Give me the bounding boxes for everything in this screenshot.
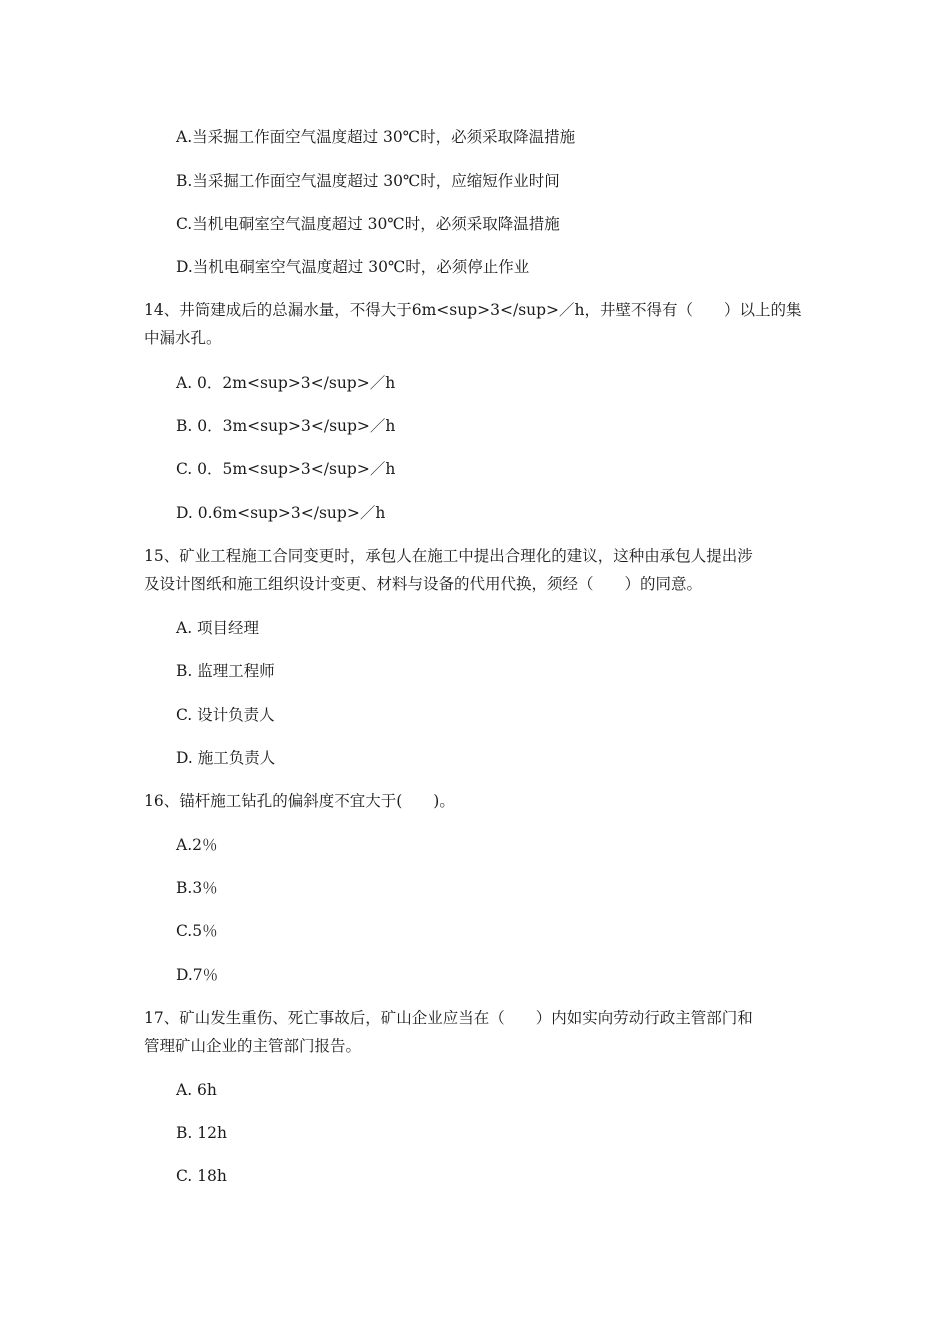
q14-stem-line1: 14、井筒建成后的总漏水量，不得大于6m<sup>3</sup>／h，井壁不得有（ ）以上的集: [144, 301, 802, 319]
q13-option-a: A.当采掘工作面空气温度超过 30℃时，必须采取降温措施: [176, 128, 576, 146]
q17-stem-line2: 管理矿山企业的主管部门报告。: [144, 1037, 362, 1055]
q17-option-b: B. 12h: [176, 1124, 227, 1142]
q13-option-c: C.当机电硐室空气温度超过 30℃时，必须采取降温措施: [176, 215, 560, 233]
q13-option-d: D.当机电硐室空气温度超过 30℃时，必须停止作业: [176, 258, 530, 276]
q16-option-d: D.7％: [176, 966, 219, 984]
q15-option-c: C. 设计负责人: [176, 706, 275, 724]
q14-option-a: A. 0．2m<sup>3</sup>／h: [176, 374, 396, 392]
q17-stem-line1: 17、矿山发生重伤、死亡事故后，矿山企业应当在（ ）内如实向劳动行政主管部门和: [144, 1009, 753, 1027]
q15-option-a: A. 项目经理: [176, 619, 260, 637]
q15-stem-line1: 15、矿业工程施工合同变更时，承包人在施工中提出合理化的建议，这种由承包人提出涉: [144, 547, 753, 565]
q13-option-b: B.当采掘工作面空气温度超过 30℃时，应缩短作业时间: [176, 172, 560, 190]
q14-option-c: C. 0．5m<sup>3</sup>／h: [176, 460, 396, 478]
q16-stem-line1: 16、锚杆施工钻孔的偏斜度不宜大于( )。: [144, 792, 455, 810]
q15-option-d: D. 施工负责人: [176, 749, 276, 767]
q17-option-a: A. 6h: [176, 1081, 217, 1099]
q16-option-a: A.2％: [176, 836, 218, 854]
q15-option-b: B. 监理工程师: [176, 662, 275, 680]
q14-option-d: D. 0.6m<sup>3</sup>／h: [176, 504, 386, 522]
q17-option-c: C. 18h: [176, 1167, 227, 1185]
q14-option-b: B. 0．3m<sup>3</sup>／h: [176, 417, 396, 435]
q16-option-c: C.5％: [176, 922, 218, 940]
q15-stem-line2: 及设计图纸和施工组织设计变更、材料与设备的代用代换，须经（ ）的同意。: [144, 575, 703, 593]
q14-stem-line2: 中漏水孔。: [144, 329, 222, 347]
q16-option-b: B.3％: [176, 879, 218, 897]
